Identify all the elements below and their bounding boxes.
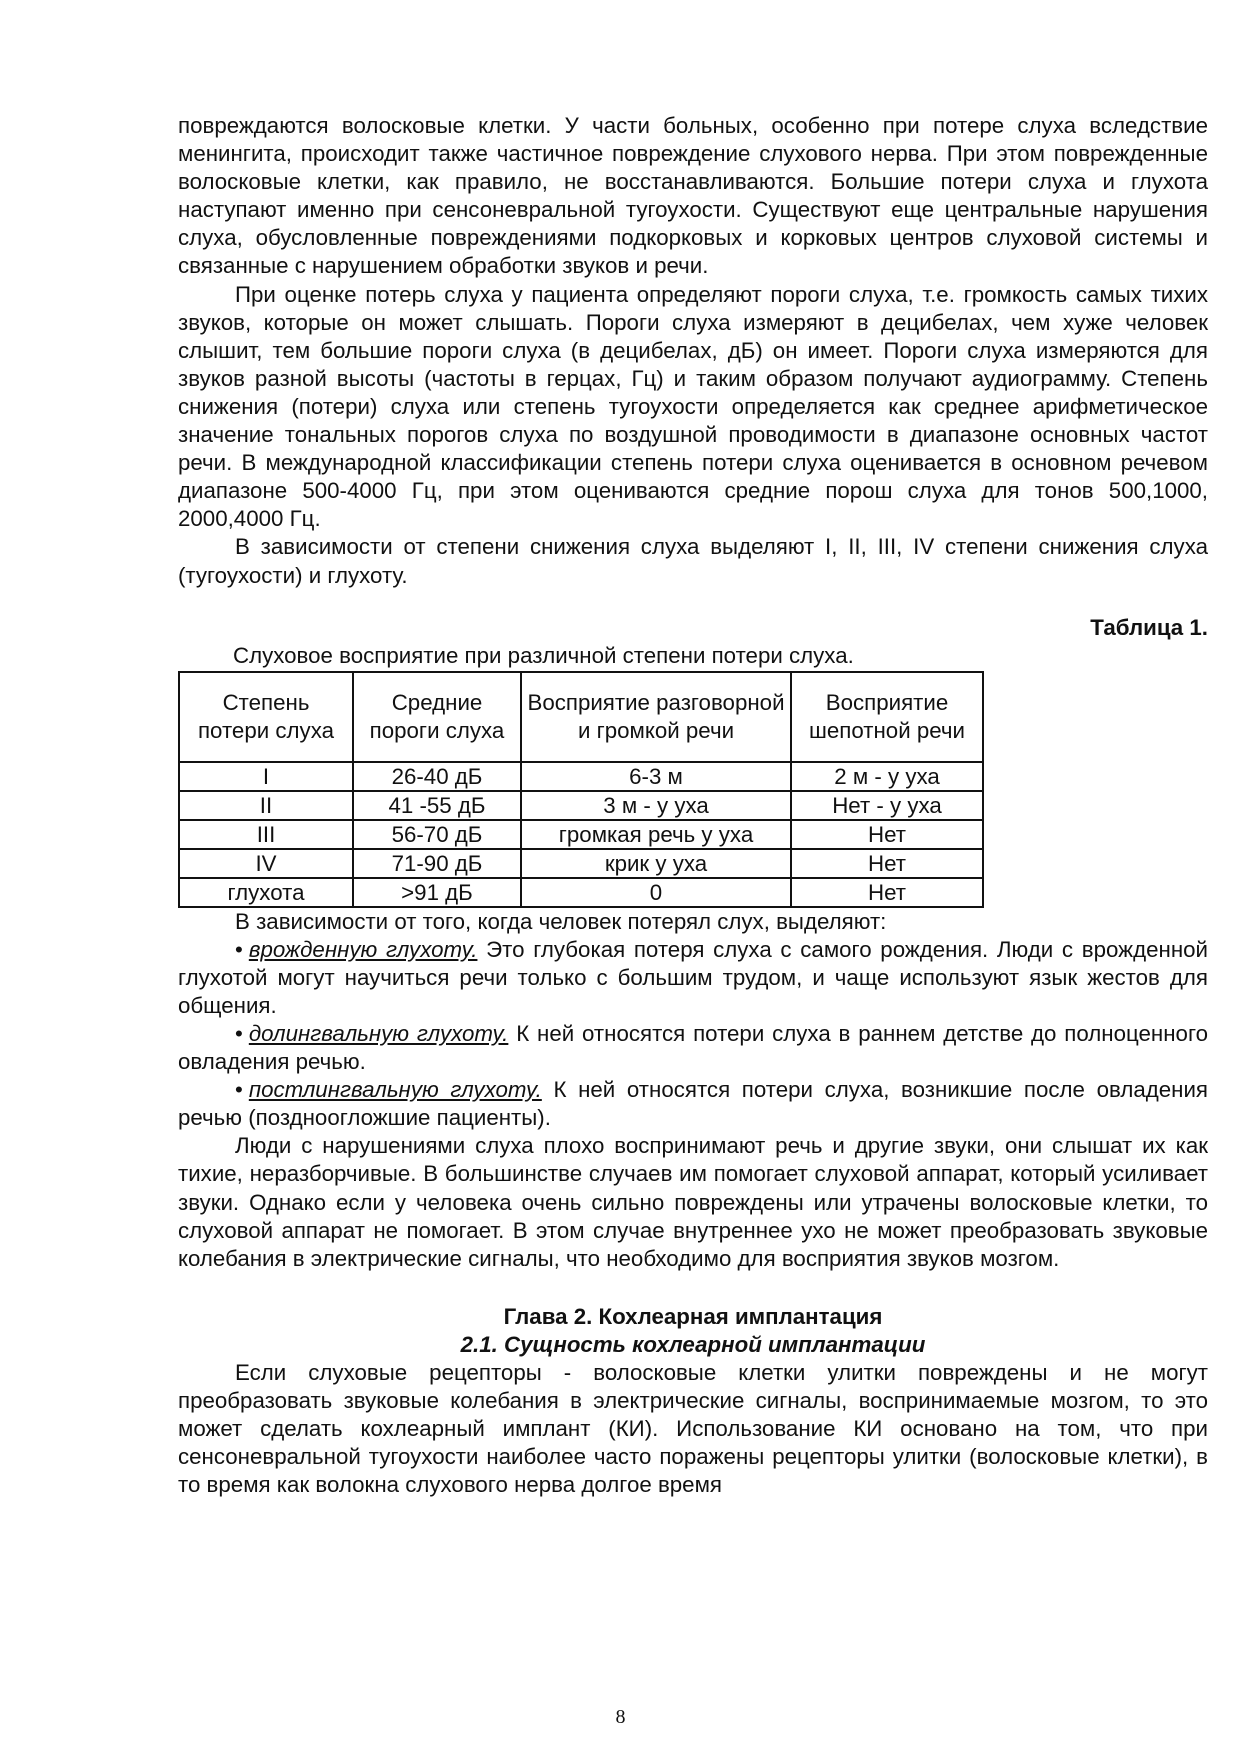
bullet-term: постлингвальную глухоту.: [248, 1077, 542, 1103]
paragraph: В зависимости от того, когда человек потерял слух, выделяют:: [235, 908, 887, 934]
table-cell: 56-70 дБ: [353, 820, 521, 849]
section-title: 2.1. Сущность кохлеарной имплантации: [460, 1331, 926, 1357]
table-cell: I: [179, 762, 353, 791]
table-cell: крик у уха: [521, 849, 791, 878]
table-header-cell: Восприятие шепотной речи: [791, 672, 983, 762]
table-cell: 71-90 дБ: [353, 849, 521, 878]
paragraph: При оценке потерь слуха у пациента определяют пороги слуха, т.е. громкость самых тихих звуков, которые он может слышать. Пороги слуха измеряют в децибелах, чем хуже человек слышит, тем большие пороги слуха (в децибелах, дБ) он имеет. Пороги слуха измеряются для звуков разной высоты (частоты в герцах, Гц) и таким образом получают аудиограмму. Степень снижения (потери) слуха или степень тугоухости определяется как среднее арифметическое значение тональных порогов слуха по воздушной проводимости в диапазоне основных частот речи. В международной классификации степень потери слуха оценивается в основном речевом диапазоне 500-4000 Гц, при этом оцениваются средние порош слуха для тонов 500,1000, 2000,4000 Гц.: [178, 281, 1208, 532]
table-row: [179, 878, 983, 907]
table-row: [179, 849, 983, 878]
bullet-item: [178, 1076, 1208, 1132]
paragraph: В зависимости от степени снижения слуха выделяют I, II, III, IV степени снижения слуха (тугоухости) и глухоту.: [178, 534, 1208, 588]
table-cell: 6-3 м: [521, 762, 791, 791]
table-cell: громкая речь у уха: [521, 820, 791, 849]
table-cell: 2 м - у уха: [791, 762, 983, 791]
table-cell: 0: [521, 878, 791, 907]
table-header-cell: Средние пороги слуха: [353, 672, 521, 762]
bullet-text: Это глубокая потеря слуха с самого рождения. Люди с врожденной глухотой могут научиться речи только с большим трудом, и чаще используют язык жестов для общения.: [178, 936, 1208, 1018]
bullet-item: [178, 1020, 1208, 1076]
table-cell: Нет: [791, 820, 983, 849]
table-cell: 3 м - у уха: [521, 791, 791, 820]
table-cell: III: [179, 820, 353, 849]
chapter-title: Глава 2. Кохлеарная имплантация: [503, 1303, 883, 1329]
document-page: [178, 112, 1208, 1499]
table-row: [179, 820, 983, 849]
table-cell: Нет - у уха: [791, 791, 983, 820]
table-header-cell: Восприятие разговорной и громкой речи: [521, 672, 791, 762]
page-number: 8: [615, 1706, 626, 1728]
paragraph: Люди с нарушениями слуха плохо воспринимают речь и другие звуки, они слышат их как тихие, неразборчивые. В большинстве случаев им помогает слуховой аппарат, который усиливает звуки. Однако если у человека очень сильно повреждены или утрачены волосковые клетки, то слуховой аппарат не помогает. В этом случае внутреннее ухо не может преобразовать звуковые колебания в электрические сигналы, что необходимо для восприятия звуков мозгом.: [178, 1133, 1208, 1271]
hearing-loss-table: [178, 671, 984, 908]
table-row: [179, 791, 983, 820]
paragraph: повреждаются волосковые клетки. У части больных, особенно при потере слуха вследствие менингита, происходит также частичное повреждение слухового нерва. При этом поврежденные волосковые клетки, как правило, не восстанавливаются. Большие потери слуха и глухота наступают именно при сенсоневральной тугоухости. Существуют еще центральные нарушения слуха, обусловленные повреждениями подкорковых и корковых центров слуховой системы и связанные с нарушением обработки звуков и речи.: [178, 113, 1208, 279]
paragraph: Если слуховые рецепторы - волосковые клетки улитки повреждены и не могут преобразовать звуковые колебания в электрические сигналы, воспринимаемые мозгом, то это может сделать кохлеарный имплант (КИ). Использование КИ основано на том, что при сенсоневральной тугоухости наиболее часто поражены рецепторы улитки (волосковые клетки), в то время как волокна слухового нерва долгое время: [178, 1359, 1208, 1498]
table-number: Таблица 1.: [1090, 614, 1208, 640]
bullet-text: К ней относятся потери слуха в раннем детстве до полноценного овладения речью.: [178, 1020, 1208, 1075]
table-row: [179, 762, 983, 791]
table-cell: Нет: [791, 849, 983, 878]
table-cell: II: [179, 791, 353, 820]
table-cell: IV: [179, 849, 353, 878]
bullet-text: К ней относятся потери слуха, возникшие после овладения речью (поздноогложшие пациенты).: [178, 1077, 1208, 1131]
table-cell: глухота: [179, 878, 353, 907]
table-title: Слуховое восприятие при различной степени потери слуха.: [233, 642, 854, 668]
table-cell: Нет: [791, 878, 983, 907]
table-cell: 26-40 дБ: [353, 762, 521, 791]
table-cell: 41 -55 дБ: [353, 791, 521, 820]
table-header-row: [179, 672, 983, 762]
bullet-term: врожденную глухоту.: [248, 936, 478, 962]
table-header-cell: Степень потери слуха: [179, 672, 353, 762]
table-cell: >91 дБ: [353, 878, 521, 907]
bullet-item: [178, 936, 1208, 1020]
bullet-term: долингвальную глухоту.: [248, 1020, 509, 1046]
